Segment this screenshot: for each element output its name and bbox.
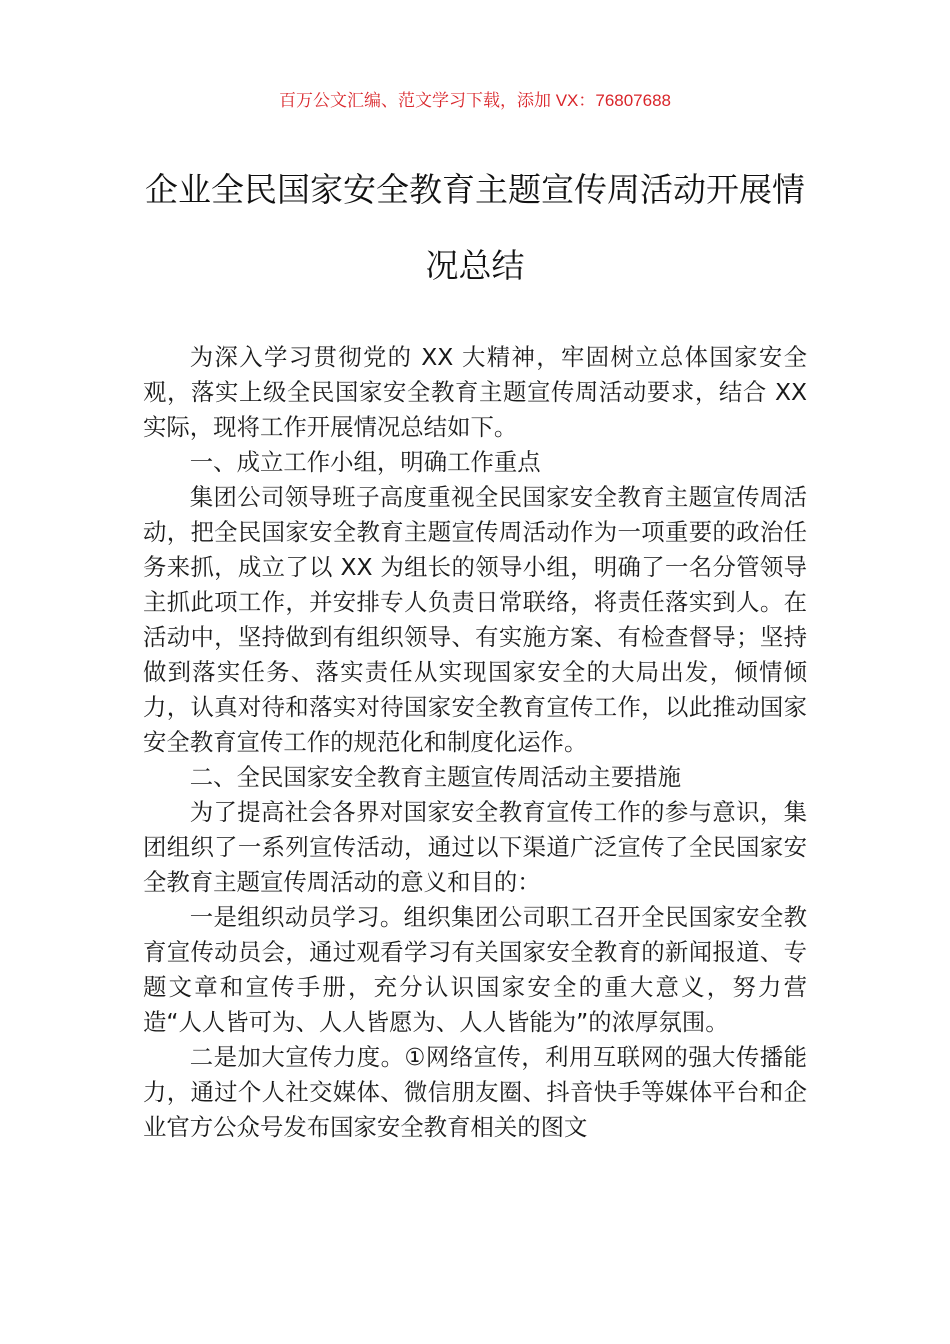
- paragraph-section-2-intro: 为了提高社会各界对国家安全教育宣传工作的参与意识，集团组织了一系列宣传活动，通过以下渠道广泛宣传了全民国家安全教育主题宣传周活动的意义和目的：: [143, 798, 807, 896]
- paragraph-measure-1: 一是组织动员学习。组织集团公司职工召开全民国家安全教育宣传动员会，通过观看学习有关国家安全教育的新闻报道、专题文章和宣传手册，充分认识国家安全的重大意义，努力营造“人人皆可为、人人皆愿为、人人皆能为”的浓厚氛围。: [143, 903, 807, 1036]
- document-title: 企业全民国家安全教育主题宣传周活动开展情况总结: [145, 170, 805, 285]
- section-heading-1: 一、成立工作小组，明确工作重点: [189, 448, 541, 476]
- paragraph-section-1: 集团公司领导班子高度重视全民国家安全教育主题宣传周活动，把全民国家安全教育主题宣传周活动作为一项重要的政治任务来抓，成立了以 XX 为组长的领导小组，明确了一名分管领导主抓此项工作，并安排专人负责日常联络，将责任落实到人。在活动中，坚持做到有组织领导、有实施方案、有检查督导；坚持做到落实任务、落实责任从实现国家安全的大局出发，倾情倾力，认真对待和落实对待国家安全教育宣传工作，以此推动国家安全教育宣传工作的规范化和制度化运作。: [143, 483, 807, 756]
- section-heading-2: 二、全民国家安全教育主题宣传周活动主要措施: [189, 763, 681, 791]
- header-ad-text: 百万公文汇编、范文学习下载，添加 VX：76807688: [278, 91, 672, 110]
- paragraph-measure-2: 二是加大宣传力度。①网络宣传，利用互联网的强大传播能力，通过个人社交媒体、微信朋友圈、抖音快手等媒体平台和企业官方公众号发布国家安全教育相关的图文: [143, 1043, 807, 1141]
- document-body: [143, 340, 807, 1145]
- paragraph-intro: 为深入学习贯彻党的 XX 大精神，牢固树立总体国家安全观，落实上级全民国家安全教育主题宣传周活动要求，结合 XX 实际，现将工作开展情况总结如下。: [143, 343, 807, 441]
